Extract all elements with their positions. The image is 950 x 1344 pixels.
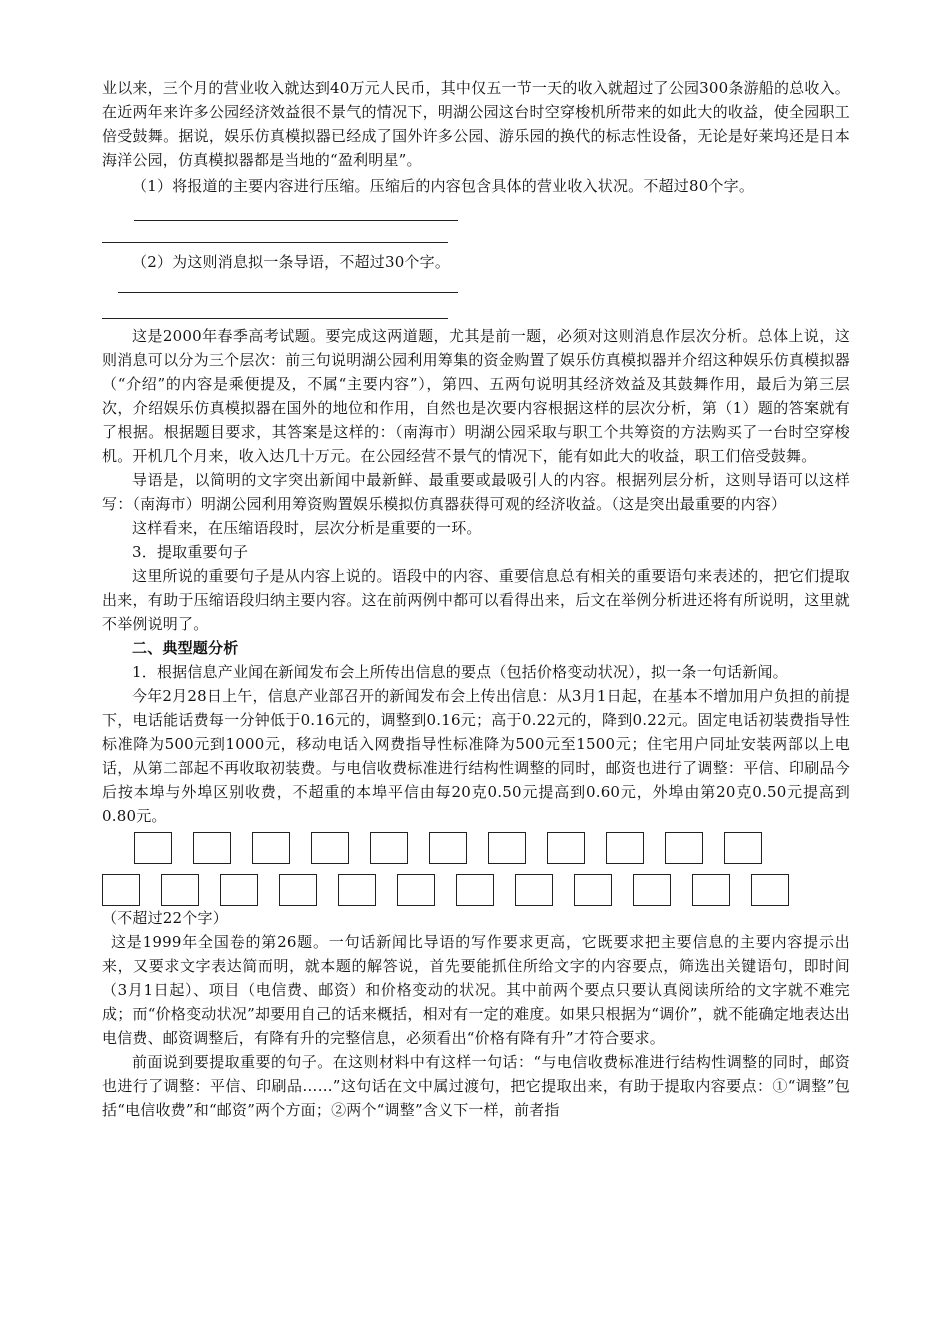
answer-box[interactable] xyxy=(751,874,789,906)
answer-box[interactable] xyxy=(606,832,644,864)
document-page xyxy=(102,76,850,1122)
answer-box[interactable] xyxy=(370,832,408,864)
analysis-paragraph: 这样看来，在压缩语段时，层次分析是重要的一环。 xyxy=(132,519,482,537)
answer-area-1 xyxy=(102,198,850,226)
box-note: （不超过22个字） xyxy=(102,909,228,927)
problem-statement: 1．根据信息产业闻在新闻发布会上所传出信息的要点（包括价格变动状况），拟一条一句话新闻。 xyxy=(132,663,788,681)
paragraph-top: 业以来，三个月的营业收入就达到40万元人民币，其中仅五一节一天的收入就超过了公园300条游船的总收入。在近两年来许多公园经济效益很不景气的情况下，明湖公园这台时空穿梭机所带来的如此大的收益，使全园职工倍受鼓舞。据说，娱乐仿真模拟器已经成了国外许多公园、游乐园的换代的标志性设备，无论是好莱坞还是日本海洋公园，仿真模拟器都是当地的“盈利明星”。 xyxy=(102,79,850,169)
answer-box[interactable] xyxy=(574,874,612,906)
answer-box[interactable] xyxy=(134,832,172,864)
answer-box[interactable] xyxy=(665,832,703,864)
answer-box[interactable] xyxy=(515,874,553,906)
answer-box[interactable] xyxy=(338,874,376,906)
answer-area-1b xyxy=(102,226,850,248)
answer-box-row-2 xyxy=(102,874,850,910)
answer-line xyxy=(118,292,458,293)
answer-area-2 xyxy=(102,274,850,302)
answer-box[interactable] xyxy=(456,874,494,906)
question-1: （1）将报道的主要内容进行压缩。压缩后的内容包含具体的营业收入状况。不超过80个字。 xyxy=(132,177,755,195)
answer-box[interactable] xyxy=(102,874,140,906)
section-heading: 二、典型题分析 xyxy=(132,639,239,657)
answer-box[interactable] xyxy=(692,874,730,906)
analysis-paragraph: 这是2000年春季高考试题。要完成这两道题，尤其是前一题，必须对这则消息作层次分析。总体上说，这则消息可以分为三个层次：前三句说明湖公园利用筹集的资金购置了娱乐仿真模拟器并介绍这种娱乐仿真模拟器（“介绍”的内容是乘便提及，不属“主要内容”），第四、五两句说明其经济效益及其鼓舞作用，最后为第三层次，介绍娱乐仿真模拟器在国外的地位和作用，自然也是次要内容根据这样的层次分析，第（1）题的答案就有了根据。根据题目要求，其答案是这样的：（南海市）明湖公园采取与职工个共筹资的方法购买了一台时空穿梭机。开机几个月来，收入达几十万元。在公园经营不景气的情况下，能有如此大的收益，职工们倍受鼓舞。 xyxy=(102,327,850,465)
answer-box[interactable] xyxy=(311,832,349,864)
answer-box[interactable] xyxy=(633,874,671,906)
problem-analysis: 前面说到要提取重要的句子。在这则材料中有这样一句话：“与电信收费标准进行结构性调整的同时，邮资也进行了调整：平信、印刷品……”这句话在文中属过渡句，把它提取出来，有助于提取内容要点：①“调整”包括“电信收费”和“邮资”两个方面；②两个“调整”含义下一样，前者指 xyxy=(102,1053,850,1119)
analysis-paragraph: 导语是，以简明的文字突出新闻中最新鲜、最重要或最吸引人的内容。根据列层分析，这则导语可以这样写：（南海市）明湖公园利用筹资购置娱乐模拟仿真器获得可观的经济收益。（这是突出最重要的内容） xyxy=(102,471,850,513)
problem-material: 今年2月28日上午，信息产业部召开的新闻发布会上传出信息：从3月1日起，在基本不增加用户负担的前提下，电话能话费每一分钟低于0.16元的，调整到0.16元；高于0.22元的，降到0.22元。固定电话初装费指导性标准降为500元到1000元，移动电话入网费指导性标准降为500元至1500元；住宅用户同址安装两部以上电话，从第二部起不再收取初装费。与电信收费标准进行结构性调整的同时，邮资也进行了调整：平信、印刷品今后按本埠与外埠区别收费，不超重的本埠平信由每20克0.50元提高到0.60元，外埠由第20克0.50元提高到0.80元。 xyxy=(102,687,850,825)
answer-box[interactable] xyxy=(547,832,585,864)
answer-box[interactable] xyxy=(397,874,435,906)
answer-box[interactable] xyxy=(193,832,231,864)
question-2: （2）为这则消息拟一条导语，不超过30个字。 xyxy=(132,253,451,271)
analysis-paragraph: 这里所说的重要句子是从内容上说的。语段中的内容、重要信息总有相关的重要语句来表述的，把它们提取出来，有助于压缩语段归纳主要内容。这在前两例中都可以看得出来，后文在举例分析进还将有所说明，这里就不举例说明了。 xyxy=(102,567,850,633)
answer-area-2b xyxy=(102,302,850,324)
answer-line xyxy=(102,242,448,243)
answer-box[interactable] xyxy=(252,832,290,864)
answer-box[interactable] xyxy=(161,874,199,906)
problem-analysis: 这是1999年全国卷的第26题。一句话新闻比导语的写作要求更高，它既要求把主要信息的主要内容提示出来，又要求文字表达简而明，就本题的解答说，首先要能抓住所给文字的内容要点，筛选出关键语句，即时间（3月1日起）、项目（电信费、邮资）和价格变动的状况。其中前两个要点只要认真阅读所给的文字就不难完成；而“价格变动状况”却要用自己的话来概括，相对有一定的难度。如果只根据为“调价”，就不能确定地表达出电信费、邮资调整后，有降有升的完整信息，必须看出“价格有降有升”才符合要求。 xyxy=(102,933,850,1047)
answer-box[interactable] xyxy=(724,832,762,864)
answer-line xyxy=(134,220,458,221)
answer-box[interactable] xyxy=(488,832,526,864)
answer-box-row-1 xyxy=(102,832,850,868)
subheading: 3．提取重要句子 xyxy=(132,543,249,561)
answer-box[interactable] xyxy=(279,874,317,906)
answer-box[interactable] xyxy=(220,874,258,906)
answer-box[interactable] xyxy=(429,832,467,864)
answer-line xyxy=(102,318,448,319)
